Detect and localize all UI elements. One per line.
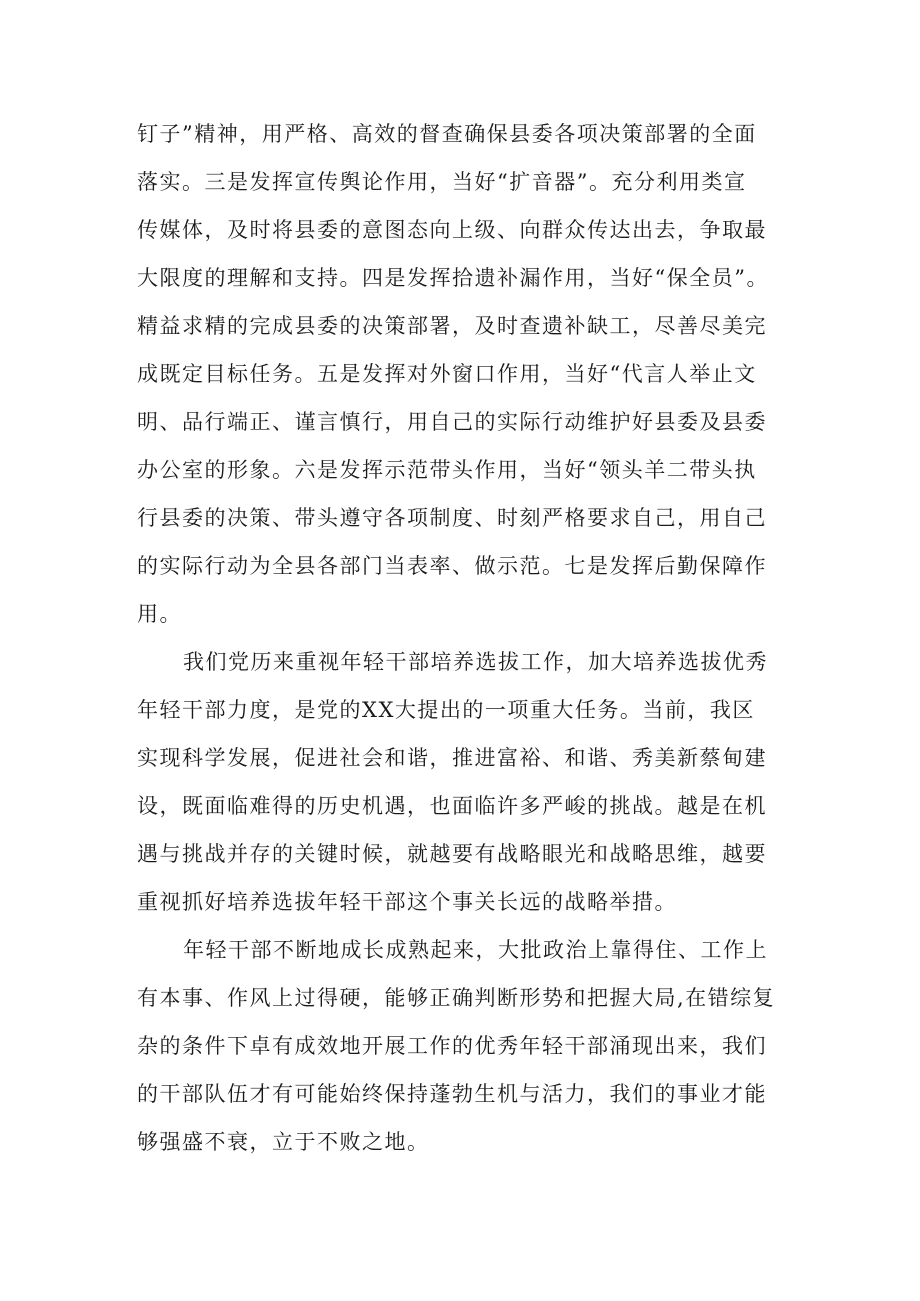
text-line: 用。 (137, 602, 182, 626)
text-line: 年轻干部力度，是党的XX大提出的一项重大任务。当前，我区 (137, 698, 755, 722)
text-line: 实现科学发展，促进社会和谐，推进富裕、和谐、秀美新蔡甸建 (137, 746, 767, 770)
text-line-first: 我们党历来重视年轻干部培养选拔工作，加大培养选拔优秀 (183, 650, 768, 674)
paragraph-young-cadres-task (137, 638, 797, 926)
text-line: 传媒体，及时将县委的意图态向上级、向群众传达出去，争取最 (137, 218, 767, 242)
document-body (137, 110, 797, 1166)
text-line: 大限度的理解和支持。四是发挥拾遗补漏作用，当好“保全员”。 (137, 266, 769, 290)
text-line: 杂的条件下卓有成效地开展工作的优秀年轻干部涌现出来，我们 (137, 1034, 767, 1058)
text-line: 的干部队伍才有可能始终保持蓬勃生机与活力，我们的事业才能 (137, 1082, 767, 1106)
text-line: 的实际行动为全县各部门当表率、做示范。七是发挥后勤保障作 (137, 554, 767, 578)
paragraph-continuation (137, 110, 797, 638)
paragraph-young-cadres-growth (137, 926, 797, 1166)
text-line: 遇与挑战并存的关键时候，就越要有战略眼光和战略思维，越要 (137, 842, 767, 866)
text-line: 够强盛不衰，立于不败之地。 (137, 1130, 430, 1154)
text-line-first: 年轻干部不断地成长成熟起来，大批政治上靠得住、工作上 (183, 938, 768, 962)
text-line: 办公室的形象。六是发挥示范带头作用，当好“领头羊二带头执 (137, 458, 757, 482)
text-line: 重视抓好培养选拔年轻干部这个事关长远的战略举措。 (137, 890, 677, 914)
text-line: 行县委的决策、带头遵守各项制度、时刻严格要求自己，用自己 (137, 506, 767, 530)
text-line: 落实。三是发挥宣传舆论作用，当好“扩音器”。充分利用类宣 (137, 170, 747, 194)
text-line: 有本事、作风上过得硬，能够正确判断形势和把握大局,在错综复 (137, 986, 776, 1010)
text-line: 设，既面临难得的历史机遇，也面临许多严峻的挑战。越是在机 (137, 794, 767, 818)
text-line: 成既定目标任务。五是发挥对外窗口作用，当好“代言人举止文 (137, 362, 757, 386)
text-line: 钉子”精神，用严格、高效的督查确保县委各项决策部署的全面 (137, 122, 757, 146)
text-line: 明、品行端正、谨言慎行，用自己的实际行动维护好县委及县委 (137, 410, 767, 434)
text-line: 精益求精的完成县委的决策部署，及时查遗补缺工，尽善尽美完 (137, 314, 767, 338)
